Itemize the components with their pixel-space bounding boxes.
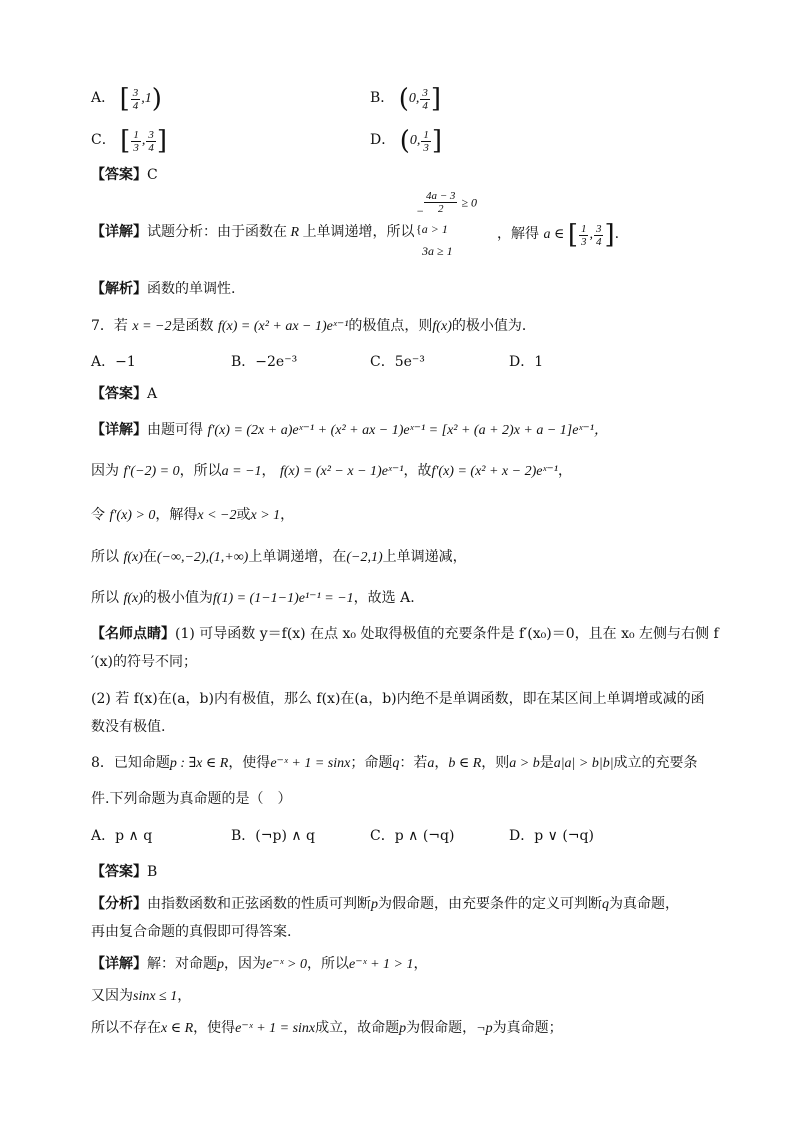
choice-b: B． (0, $\frac{3}{4}$ ] bbox=[370, 84, 442, 114]
choice-d-value: (0, $\frac{1}{3}$ ] bbox=[399, 126, 442, 156]
detail-6: 【详解】试题分析：由于函数在 R 上单调递增，所以 bbox=[91, 224, 415, 240]
sys-row-1: − $\frac{4a - 3}{2}$ ≥ 0 bbox=[416, 190, 478, 218]
choice-d: D． (0, $\frac{1}{3}$ ] bbox=[370, 126, 442, 156]
detail-7-line-4: 所以 f(x)在(−∞,−2),(1,+∞)上单调递增，在(−2,1)上单调递减， bbox=[91, 549, 467, 565]
detail-8-line-3: 所以不存在x ∈ R，使得e⁻ˣ + 1 = sinx成立，故命题p为假命题，¬p为真命题； bbox=[91, 1020, 563, 1036]
detail-7-line-2: 因为 f′(−2) = 0，所以a = −1， f(x) = (x² − x − 1)eˣ⁻¹，故f′(x) = (x² + x − 2)eˣ⁻¹， bbox=[91, 463, 573, 479]
q7-option-c: C．5e⁻³ bbox=[370, 354, 425, 370]
result-interval: a ∈ [ $\frac{1}{3}$ , $\frac{3}{4}$ ] bbox=[543, 220, 615, 250]
q8-option-a: A．p ∧ q bbox=[91, 828, 153, 844]
analysis-8-line-2: 再由复合命题的真假即可得答案. bbox=[91, 924, 292, 940]
sys-row-2: {a > 1 bbox=[416, 222, 448, 236]
inequality-system bbox=[416, 190, 496, 259]
choice-a-value: [ $\frac{3}{4}$ ,1) bbox=[119, 84, 162, 114]
q8-option-b: B．(¬p) ∧ q bbox=[231, 828, 316, 844]
tip-7-line-2: ′(x)的符号不同； bbox=[91, 654, 197, 670]
detail-7-line-3: 令 f′(x) > 0，解得x < −2或x > 1， bbox=[91, 507, 295, 523]
question-7: 7．若 x = −2是函数 f(x) = (x² + ax − 1)eˣ⁻¹的极值点，则f(x)的极小值为． bbox=[91, 318, 536, 334]
question-8-line-1: 8．已知命题p : ∃x ∈ R，使得e⁻ˣ + 1 = sinx；命题q：若a，b ∈ R，则a > b是a|a| > b|b|成立的充要条 bbox=[91, 755, 698, 771]
tip-7-line-3: (2) 若 f(x)在(a，b)内有极值，那么 f(x)在(a，b)内绝不是单调函数，即在某区间上单调增或减的函 bbox=[91, 691, 705, 707]
q8-option-d: D．p ∨ (¬q) bbox=[509, 828, 594, 844]
answer-7: 【答案】A bbox=[91, 386, 158, 402]
q7-option-d: D．1 bbox=[509, 354, 544, 370]
q7-option-a: A．−1 bbox=[91, 354, 136, 370]
q8-option-c: C．p ∧ (¬q) bbox=[370, 828, 455, 844]
detail-8-line-1: 【详解】解：对命题p，因为e⁻ˣ > 0，所以e⁻ˣ + 1 > 1， bbox=[91, 956, 428, 972]
detail-6-result: ，解得 a ∈ [ $\frac{1}{3}$ , $\frac{3}{4}$ ]. bbox=[497, 220, 620, 250]
choice-a: A． [ $\frac{3}{4}$ ,1) bbox=[91, 84, 162, 114]
choice-c-value: [ $\frac{1}{3}$ , $\frac{3}{4}$ ] bbox=[120, 126, 167, 156]
tip-7-line-4: 数没有极值. bbox=[91, 719, 166, 735]
detail-7-line-5: 所以 f(x)的极小值为f(1) = (1−1−1)e¹⁻¹ = −1，故选 A. bbox=[91, 590, 415, 606]
answer-6: 【答案】C bbox=[91, 167, 158, 183]
answer-8: 【答案】B bbox=[91, 864, 158, 880]
question-8-line-2: 件.下列命题为真命题的是（ ） bbox=[91, 791, 292, 807]
detail-8-line-2: 又因为sinx ≤ 1， bbox=[91, 988, 192, 1004]
q7-option-b: B．−2e⁻³ bbox=[231, 354, 298, 370]
choice-c: C． [ $\frac{1}{3}$ , $\frac{3}{4}$ ] bbox=[91, 126, 167, 156]
choice-b-value: (0, $\frac{3}{4}$ ] bbox=[398, 84, 442, 114]
analysis-6: 【解析】函数的单调性. bbox=[91, 281, 236, 297]
analysis-8-line-1: 【分析】由指数函数和正弦函数的性质可判断p为假命题，由充要条件的定义可判断q为真命题， bbox=[91, 896, 679, 912]
tip-7-line-1: 【名师点睛】(1) 可导函数 y＝f(x) 在点 x₀ 处取得极值的充要条件是 f′(x₀)＝0，且在 x₀ 左侧与右侧 f bbox=[91, 626, 719, 642]
detail-7-line-1: 【详解】由题可得 f′(x) = (2x + a)eˣ⁻¹ + (x² + ax − 1)eˣ⁻¹ = [x² + (a + 2)x + a − 1]eˣ⁻¹， bbox=[91, 422, 609, 438]
sys-row-3: 3a ≥ 1 bbox=[422, 244, 453, 258]
